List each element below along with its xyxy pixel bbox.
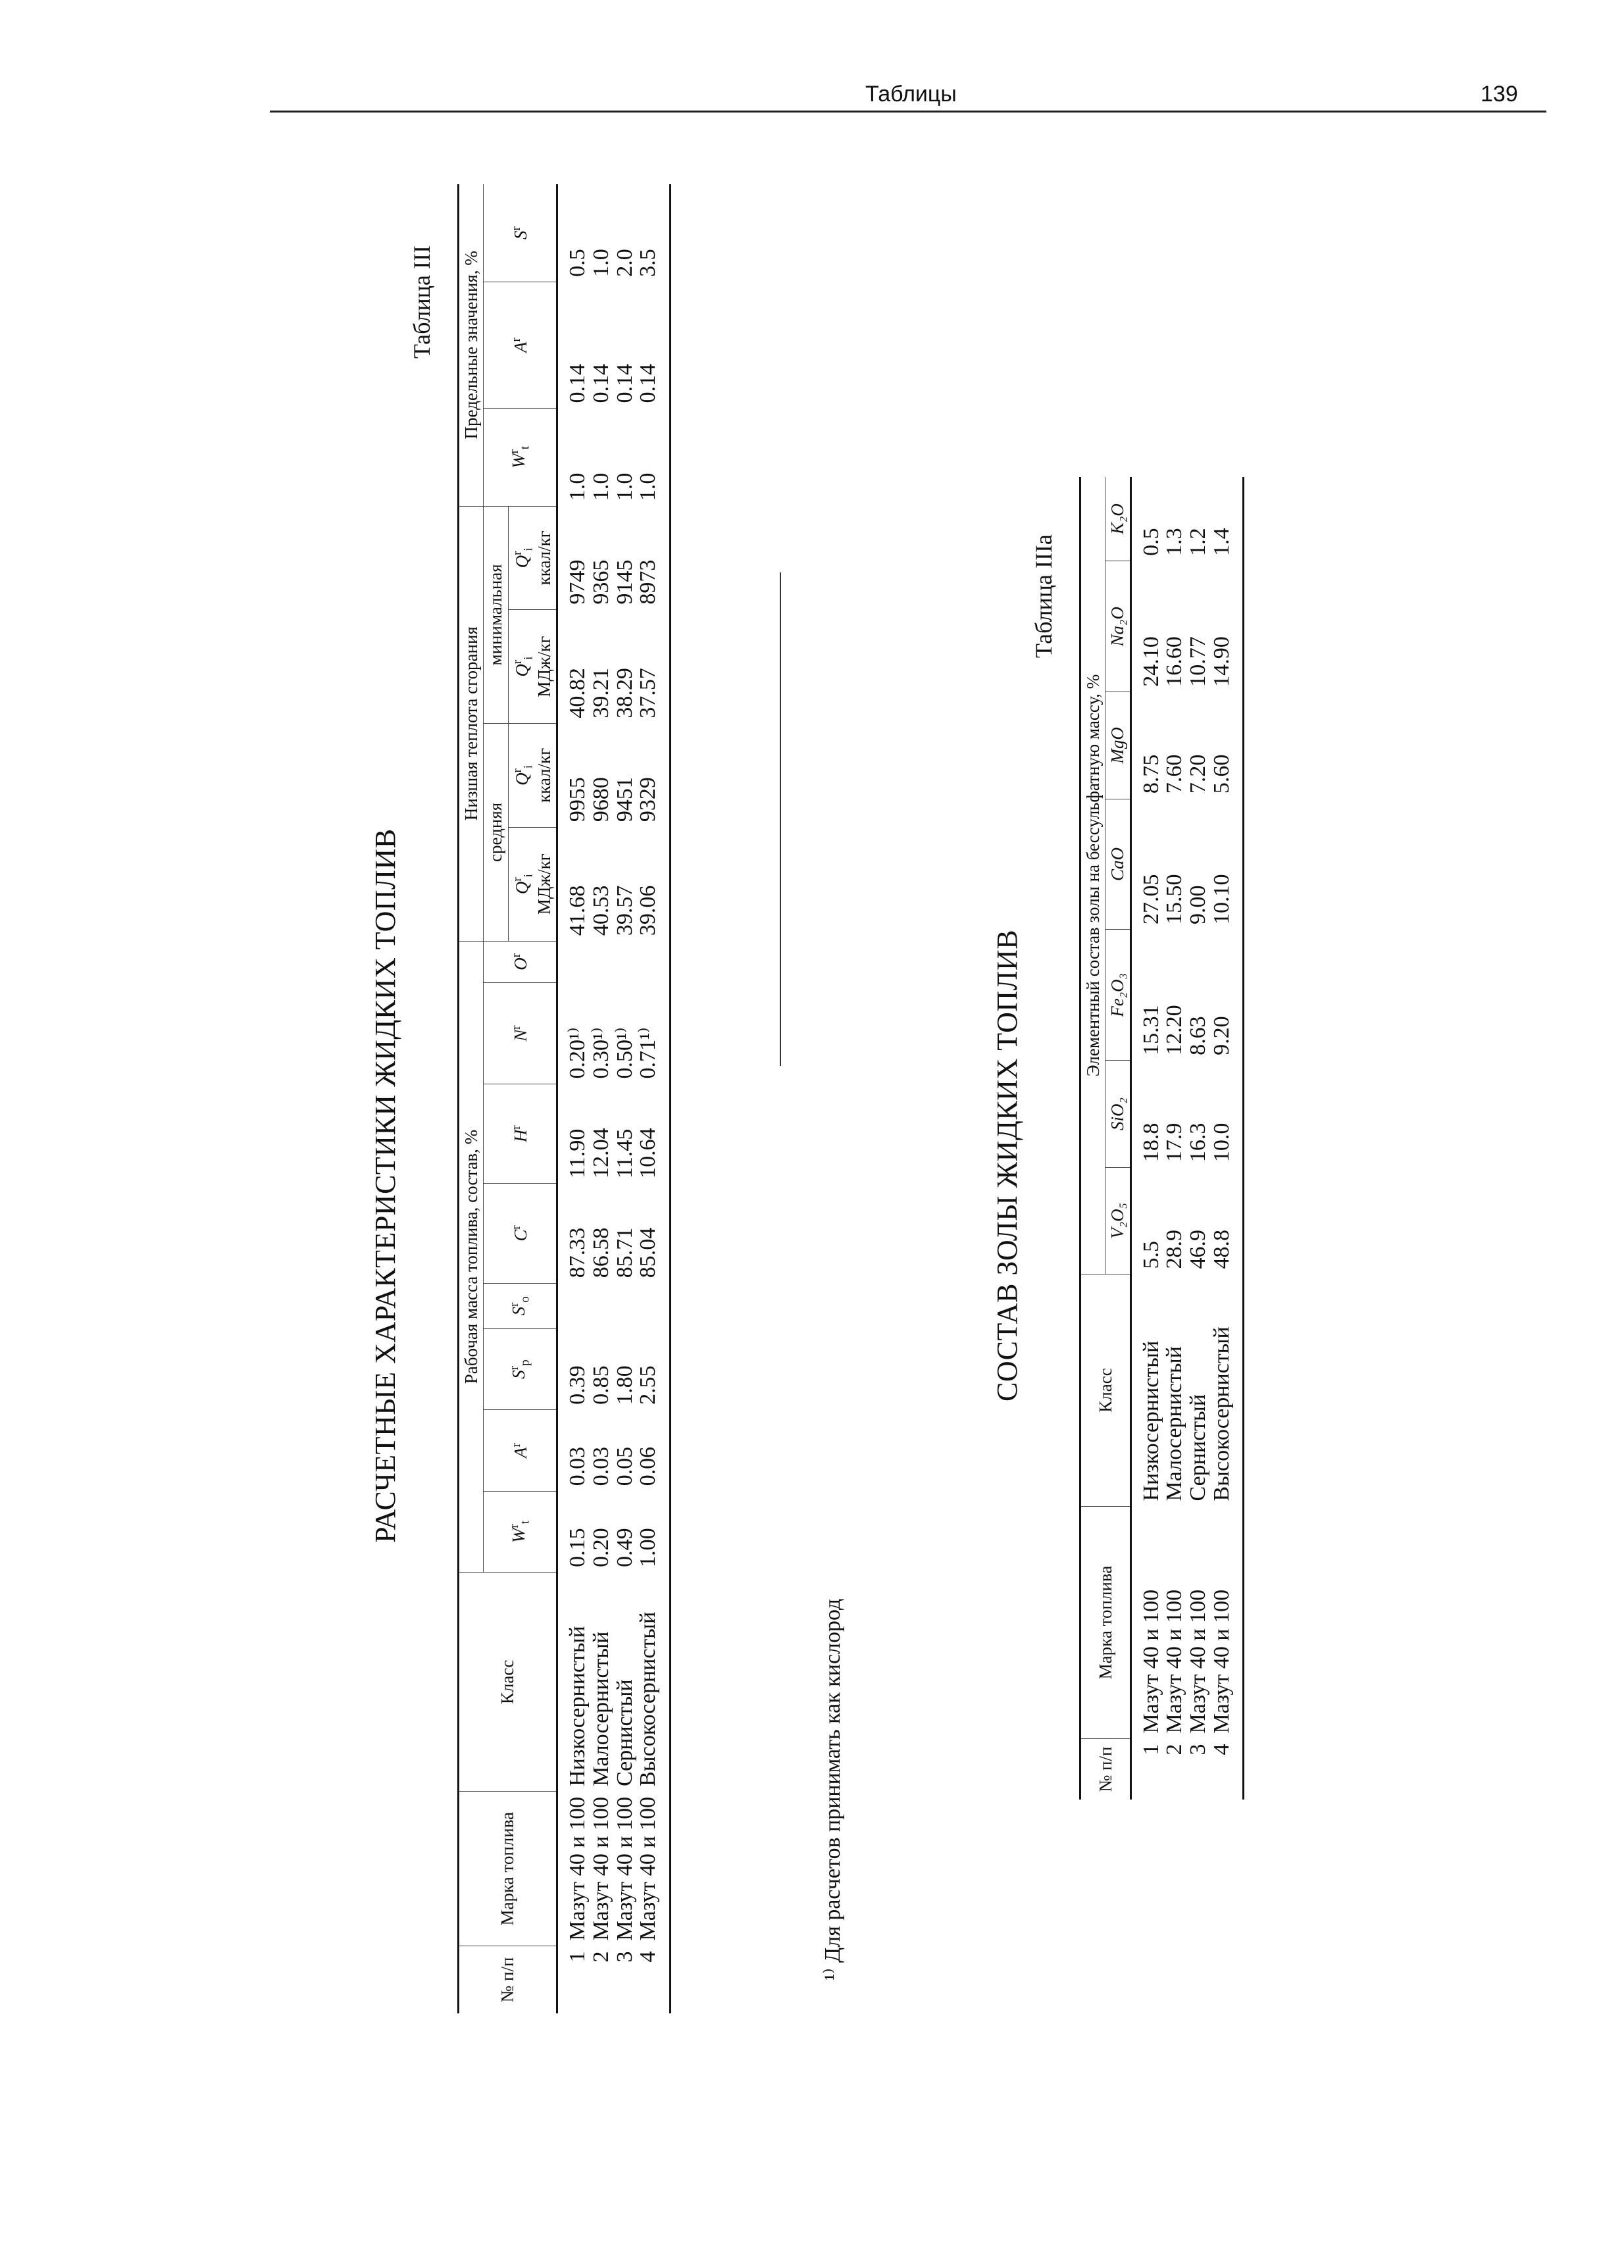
table-row	[1163, 477, 1186, 1800]
cell-q-avg-mj: 39.06	[636, 827, 670, 941]
cell-a: 0.06	[636, 1410, 670, 1492]
cell-grade: Мазут 40 и 100	[612, 1796, 637, 1941]
cell-sp: 0.85	[588, 1365, 613, 1405]
cell-q-avg-kcal: 9955	[565, 777, 590, 822]
cell-h: 12.04	[588, 1128, 613, 1178]
cell-lim-s: 3.5	[636, 184, 670, 282]
cell-h: 10.64	[636, 1084, 670, 1184]
cell-sp: 0.39	[565, 1365, 590, 1405]
col-class-header: Класс	[459, 1573, 557, 1792]
a-col-no-header: № п/п	[1080, 1739, 1131, 1800]
cell-lim-s: 0.5	[565, 249, 590, 277]
table-iiia-number-block	[1030, 534, 1057, 658]
cell-n: 0.20¹⁾	[565, 1027, 590, 1079]
cell-class: Высокосернистый	[1210, 1274, 1244, 1507]
cell-a: 0.03	[565, 1446, 590, 1486]
cell-class: Сернистый	[612, 1679, 637, 1786]
cell-sio2: 16.3	[1186, 1122, 1211, 1163]
running-header-section: Таблицы	[865, 82, 957, 107]
cell-w: 0.20	[588, 1528, 613, 1567]
cell-cao: 9.00	[1186, 885, 1211, 924]
table-row	[1210, 477, 1244, 1800]
cell-q-min-mj: 38.29	[612, 668, 637, 718]
cell-c: 87.33	[565, 1227, 590, 1278]
cell-na2o: 14.90	[1210, 561, 1244, 692]
a-sio2-header: SiO₂	[1105, 1061, 1130, 1167]
cell-cao: 10.10	[1210, 799, 1244, 930]
cell-o	[636, 941, 670, 982]
cell-class: Сернистый	[1186, 1394, 1211, 1501]
cell-no: 1	[1138, 1744, 1163, 1755]
cell-class: Низкосернистый	[565, 1626, 590, 1786]
table-iii-number: Таблица III	[409, 245, 435, 359]
cell-so	[613, 1283, 637, 1328]
cell-class: Низкосернистый	[1138, 1340, 1163, 1501]
cell-so	[557, 1283, 590, 1328]
cell-no: 4	[1210, 1739, 1244, 1800]
cell-na2o: 24.10	[1138, 636, 1163, 687]
col-n-header: $N^r$	[484, 983, 557, 1084]
col-a-header: $A^r$	[484, 1410, 557, 1492]
col-sp-header: $S^r_p$	[484, 1328, 557, 1410]
cell-mgo: 7.60	[1162, 754, 1187, 794]
cell-q-min-mj: 40.82	[565, 668, 590, 718]
q-avg-kcal-header: $Q^r_i$ ккал/кг	[508, 724, 557, 827]
cell-q-avg-mj: 40.53	[588, 885, 613, 936]
table-row	[1186, 477, 1210, 1800]
cell-grade: Мазут 40 и 100	[1162, 1589, 1187, 1734]
cell-q-avg-mj: 41.68	[565, 885, 590, 936]
cell-sp: 2.55	[636, 1328, 670, 1410]
a-col-grade-header: Марка топлива	[1080, 1507, 1131, 1739]
cell-mgo: 5.60	[1210, 692, 1244, 799]
cell-no: 3	[612, 1951, 637, 1963]
a-fe2o3-header: Fe₂O₃	[1105, 930, 1130, 1061]
cell-q-avg-kcal: 9680	[588, 777, 613, 822]
cell-v2o5: 48.8	[1210, 1167, 1244, 1274]
cell-a: 0.03	[588, 1446, 613, 1486]
cell-k2o: 1.2	[1186, 528, 1211, 556]
cell-n: 0.71¹⁾	[636, 983, 670, 1084]
table-iiia-title: СОСТАВ ЗОЛЫ ЖИДКИХ ТОПЛИВ	[991, 929, 1023, 1401]
cell-q-avg-mj: 39.57	[612, 885, 637, 936]
table-iii-title: РАСЧЕТНЫЕ ХАРАКТЕРИСТИКИ ЖИДКИХ ТОПЛИВ	[369, 828, 401, 1543]
footnote: ¹⁾ Для расчетов принимать как кислород	[821, 1598, 845, 1980]
cell-no: 1	[565, 1951, 590, 1963]
limits-header: Предельные значения, %	[459, 184, 484, 506]
cell-grade: Мазут 40 и 100	[1138, 1589, 1163, 1734]
cell-na2o: 16.60	[1162, 636, 1187, 687]
cell-grade: Мазут 40 и 100	[565, 1796, 590, 1941]
table-row	[557, 184, 590, 2013]
cell-no: 2	[588, 1951, 613, 1963]
cell-q-min-kcal: 8973	[636, 506, 670, 609]
col-no-header: № п/п	[459, 1946, 557, 2014]
table-iiia-wrapper	[1079, 477, 1244, 1800]
cell-o	[613, 941, 637, 982]
col-so-header: $S^r_o$	[484, 1283, 557, 1328]
cell-q-min-kcal: 9145	[612, 559, 637, 605]
lim-s-header: $S^r$	[484, 184, 557, 282]
table-row	[613, 184, 637, 2013]
cell-lim-a: 0.14	[612, 364, 637, 403]
cell-q-avg-kcal: 9451	[612, 777, 637, 822]
cell-cao: 15.50	[1162, 874, 1187, 924]
cell-lim-a: 0.14	[565, 364, 590, 403]
cell-lim-a: 0.14	[588, 364, 613, 403]
cell-o	[590, 941, 613, 982]
cell-n: 0.50¹⁾	[612, 1027, 637, 1079]
cell-mgo: 7.20	[1186, 754, 1211, 794]
table-row	[1130, 477, 1163, 1800]
q-min-mj-header: $Q^r_i$ МДж/кг	[508, 610, 557, 724]
cell-fe2o3: 9.20	[1210, 930, 1244, 1061]
table-iiia-title-block	[990, 930, 1024, 1401]
cell-grade: Мазут 40 и 100	[636, 1792, 670, 1946]
a-col-class-header: Класс	[1080, 1274, 1131, 1507]
cell-no: 3	[1186, 1744, 1211, 1755]
cell-so	[590, 1283, 613, 1328]
col-c-header: $C^r$	[484, 1184, 557, 1283]
cell-mgo: 8.75	[1138, 754, 1163, 794]
cell-lim-s: 2.0	[612, 249, 637, 277]
cell-n: 0.30¹⁾	[588, 1027, 613, 1079]
cell-w: 0.15	[565, 1528, 590, 1567]
cell-q-avg-kcal: 9329	[636, 724, 670, 827]
cell-q-min-kcal: 9365	[588, 559, 613, 605]
cell-q-min-kcal: 9749	[565, 559, 590, 605]
cell-k2o: 1.4	[1210, 477, 1244, 561]
heat-avg-header: средняя	[484, 724, 508, 942]
a-composition-header: Элементный состав золы на бессульфатную массу, %	[1080, 477, 1105, 1274]
cell-h: 11.90	[565, 1128, 590, 1178]
col-grade-header: Марка топлива	[459, 1792, 557, 1946]
cell-no: 2	[1162, 1744, 1187, 1755]
cell-k2o: 1.3	[1162, 528, 1187, 556]
a-k2o-header: K₂O	[1105, 477, 1130, 561]
cell-sio2: 18.8	[1138, 1122, 1163, 1163]
cell-k2o: 0.5	[1138, 528, 1163, 556]
cell-so	[636, 1283, 670, 1328]
heat-min-header: минимальная	[484, 506, 508, 724]
cell-cao: 27.05	[1138, 874, 1163, 924]
cell-grade: Мазут 40 и 100	[1186, 1589, 1211, 1734]
cell-h: 11.45	[612, 1128, 637, 1178]
cell-lim-w: 1.0	[588, 472, 613, 501]
cell-v2o5: 5.5	[1138, 1241, 1163, 1269]
q-min-kcal-header: $Q^r_i$ ккал/кг	[508, 506, 557, 609]
cell-no: 4	[636, 1946, 670, 2014]
cell-q-min-mj: 39.21	[588, 668, 613, 718]
cell-class: Малосернистый	[1162, 1346, 1187, 1501]
table-iii-number-block	[408, 245, 436, 359]
cell-fe2o3: 15.31	[1138, 1005, 1163, 1055]
cell-lim-a: 0.14	[636, 282, 670, 409]
cell-class: Малосернистый	[588, 1631, 613, 1786]
cell-lim-w: 1.0	[612, 472, 637, 501]
cell-sp: 1.80	[612, 1365, 637, 1405]
col-h-header: $H^r$	[484, 1084, 557, 1184]
cell-sio2: 10.0	[1210, 1061, 1244, 1167]
cell-sio2: 17.9	[1162, 1122, 1187, 1163]
col-w-header: $W^r_t$	[484, 1491, 557, 1573]
cell-lim-w: 1.0	[636, 409, 670, 507]
cell-o	[557, 941, 590, 982]
cell-c: 85.04	[636, 1184, 670, 1283]
cell-fe2o3: 12.20	[1162, 1005, 1187, 1055]
table-row	[590, 184, 613, 2013]
cell-c: 85.71	[612, 1227, 637, 1278]
lim-a-header: $A^r$	[484, 282, 557, 409]
table-iiia-number: Таблица IIIа	[1030, 534, 1057, 658]
page-number: 139	[1481, 82, 1518, 107]
cell-q-min-mj: 37.57	[636, 610, 670, 724]
cell-lim-w: 1.0	[565, 472, 590, 501]
a-na2o-header: Na₂O	[1105, 561, 1130, 692]
cell-a: 0.05	[612, 1446, 637, 1486]
cell-v2o5: 46.9	[1186, 1230, 1211, 1269]
heat-header: Низшая теплота сгорания	[459, 506, 484, 941]
cell-w: 0.49	[612, 1528, 637, 1567]
cell-grade: Мазут 40 и 100	[588, 1796, 613, 1941]
table-iii-wrapper	[457, 184, 671, 2013]
working-mass-header: Рабочая масса топлива, состав, %	[459, 941, 484, 1573]
table-iiia	[1079, 477, 1244, 1800]
cell-w: 1.00	[636, 1491, 670, 1573]
lim-w-header: $W^r_t$	[484, 409, 557, 507]
cell-lim-s: 1.0	[588, 249, 613, 277]
col-o-header: $O^r$	[484, 941, 557, 982]
table-iii	[457, 184, 671, 2013]
q-avg-mj-header: $Q^r_i$ МДж/кг	[508, 827, 557, 941]
a-cao-header: CaO	[1105, 799, 1130, 930]
cell-na2o: 10.77	[1186, 636, 1211, 687]
a-mgo-header: MgO	[1105, 692, 1130, 799]
footnote-text-block	[819, 1599, 846, 1980]
cell-c: 86.58	[588, 1227, 613, 1278]
a-v2o5-header: V₂O₅	[1105, 1167, 1130, 1274]
cell-fe2o3: 8.63	[1186, 1016, 1211, 1055]
table-row	[636, 184, 670, 2013]
cell-v2o5: 28.9	[1162, 1230, 1187, 1269]
cell-grade: Мазут 40 и 100	[1210, 1507, 1244, 1739]
footnote-rule	[780, 572, 781, 1066]
cell-class: Высокосернистый	[636, 1573, 670, 1792]
header-rule	[270, 111, 1546, 113]
